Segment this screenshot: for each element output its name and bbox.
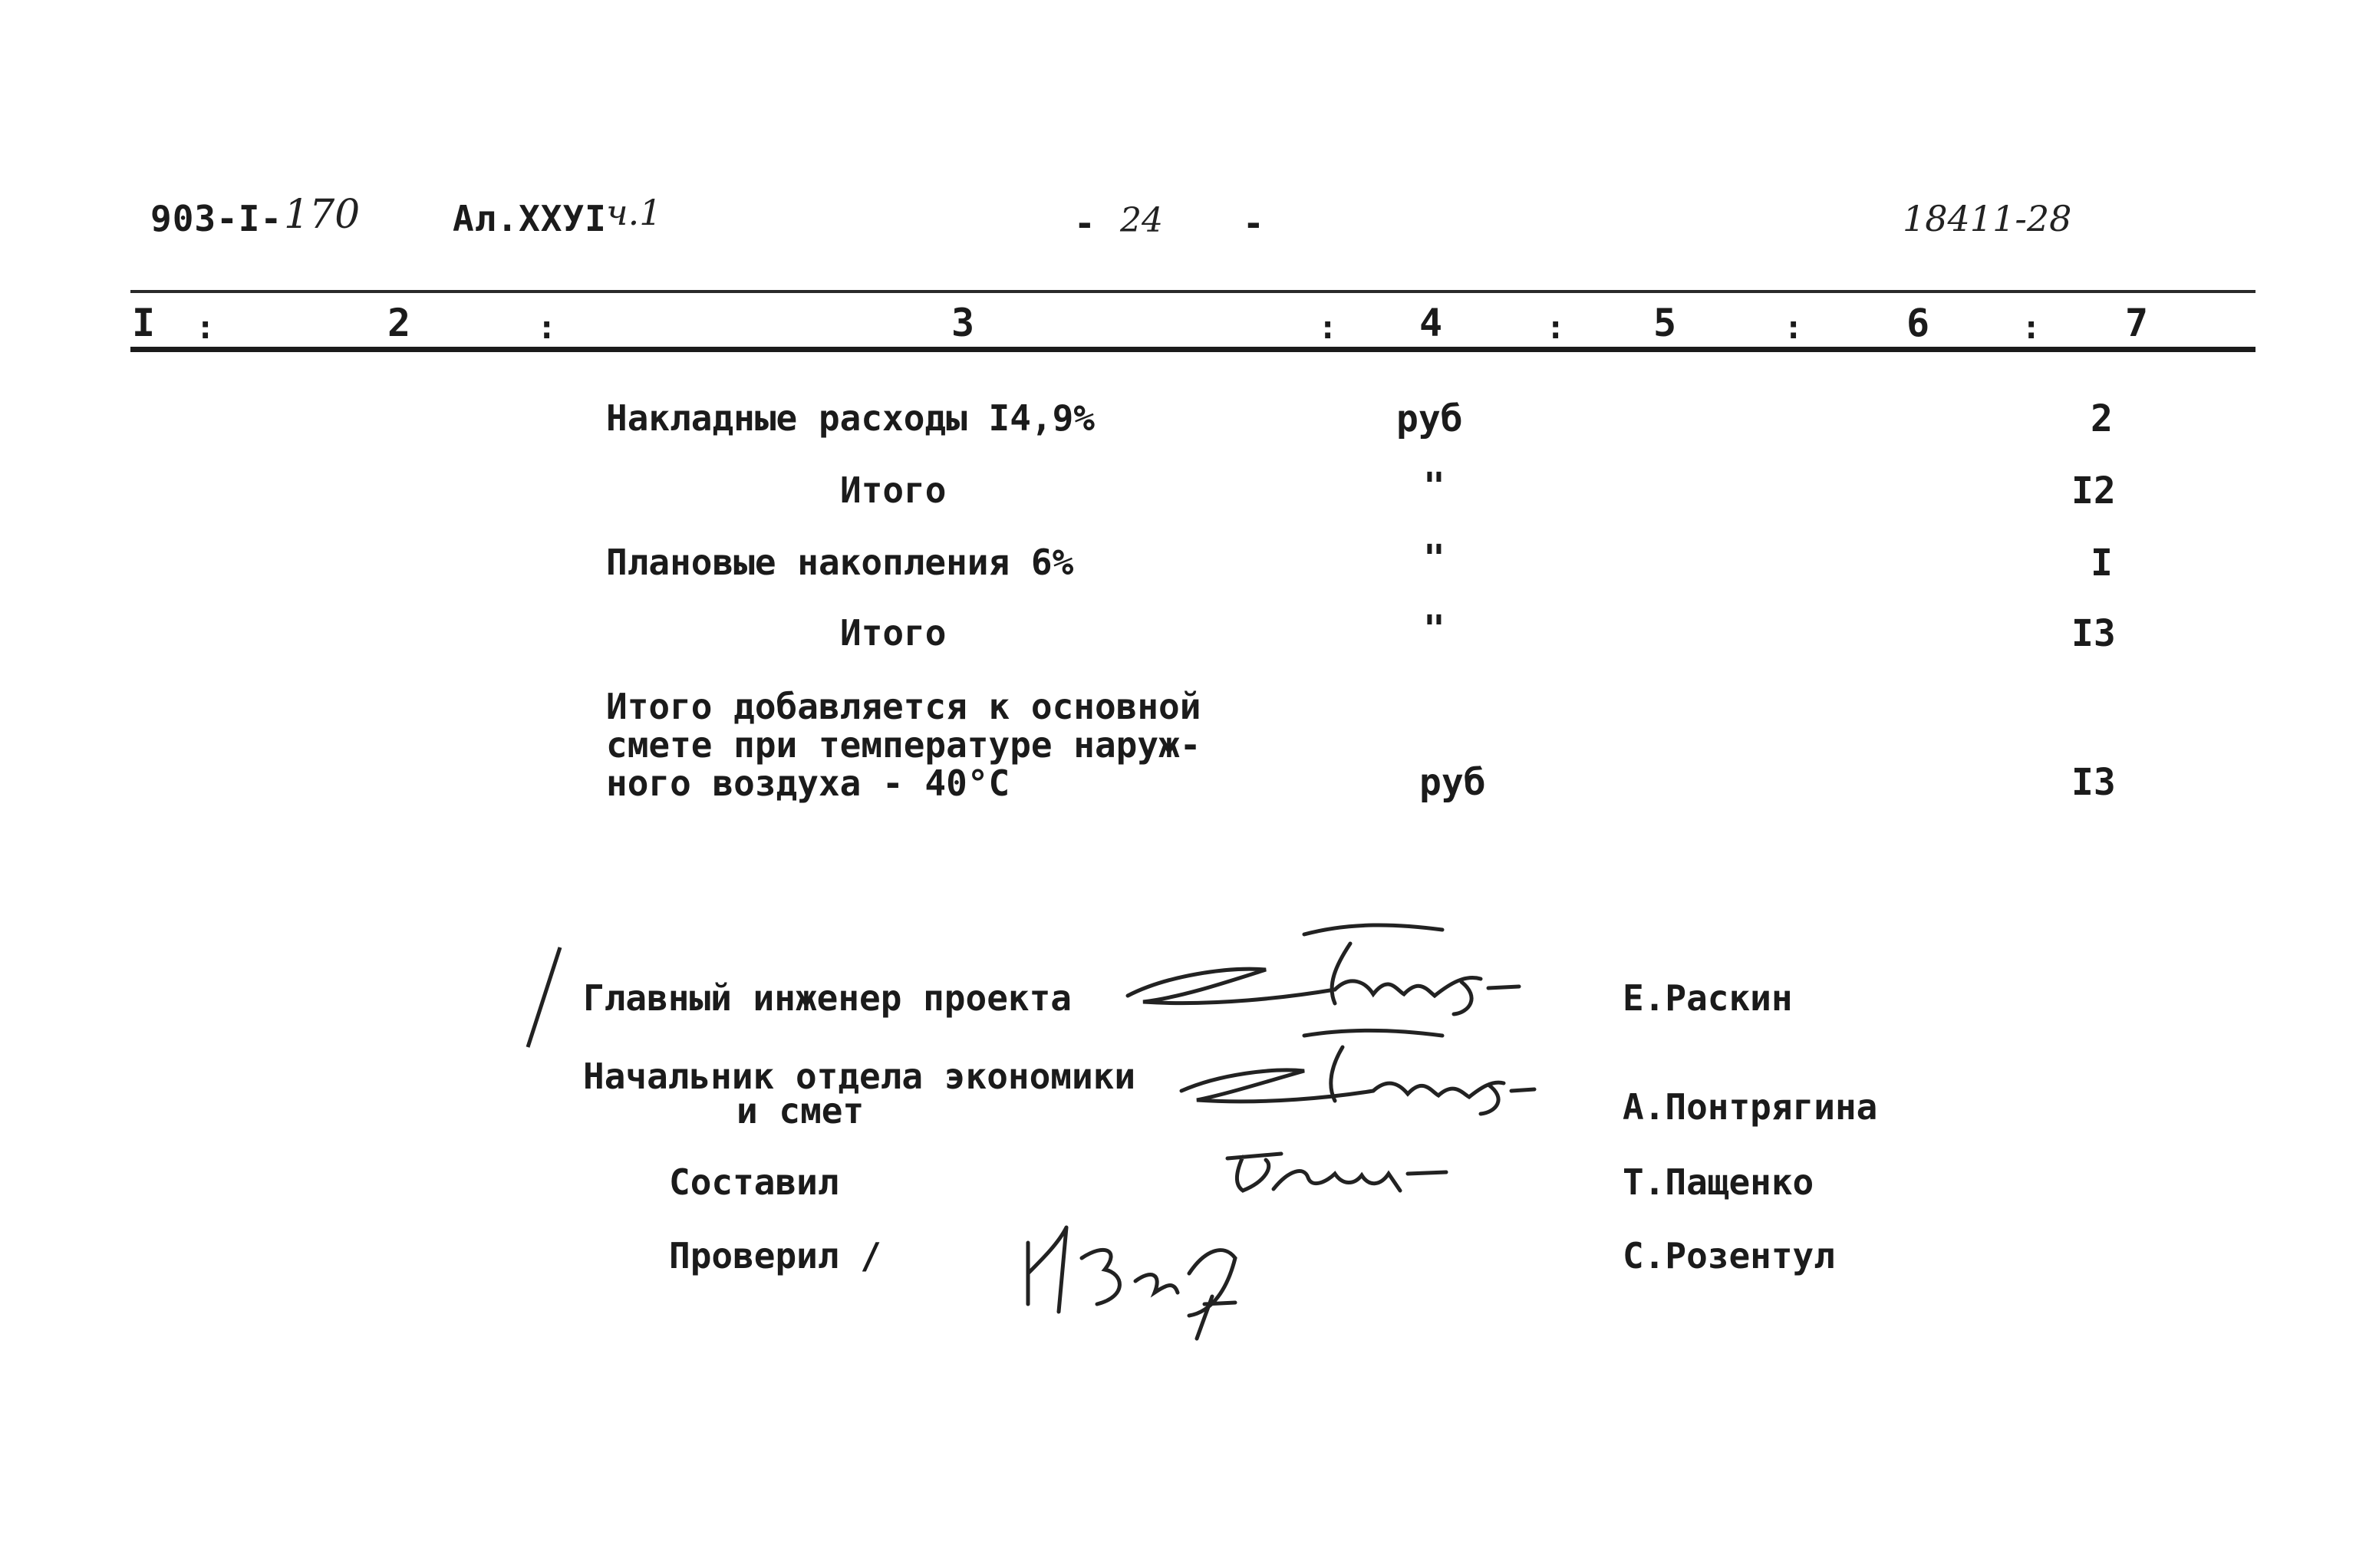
page-number: 24: [1120, 201, 1163, 240]
page-dash-left: -: [1074, 203, 1096, 244]
row-description-line: ного воздуха - 40°С: [606, 763, 1010, 804]
signatory-name: А.Понтрягина: [1623, 1086, 1878, 1128]
margin-slash-mark: [522, 944, 568, 1051]
signatory-name: С.Розентул: [1623, 1235, 1835, 1276]
handwritten-signature: [1166, 1020, 1534, 1120]
signatory-title-line: Начальник отдела экономики: [583, 1056, 1136, 1097]
column-number-5: 5: [1653, 301, 1677, 345]
row-value: I3: [2071, 612, 2116, 655]
column-separator: :: [1784, 308, 1804, 346]
signatory-title: Главный инженер проекта: [583, 977, 1072, 1019]
handwritten-signature: [1120, 913, 1519, 1028]
row-description-line: Итого добавляется к основной: [606, 686, 1201, 727]
row-value: I2: [2071, 469, 2116, 512]
row-unit: руб: [1396, 397, 1463, 440]
row-value: I3: [2071, 761, 2116, 804]
row-unit: ": [1423, 608, 1445, 651]
column-number-6: 6: [1906, 301, 1930, 345]
series-handwritten-number: 170: [284, 192, 361, 238]
table-top-rule: [130, 290, 2255, 293]
column-number-3: 3: [951, 301, 975, 345]
column-separator: :: [196, 308, 216, 346]
handwritten-signature: [1013, 1197, 1258, 1342]
column-separator: :: [1318, 308, 1338, 346]
signatory-title: Проверил /: [669, 1235, 881, 1276]
series-code: 903-I-: [150, 198, 283, 239]
row-description: Накладные расходы I4,9%: [606, 397, 1095, 439]
row-description: Итого: [840, 612, 947, 654]
album-handwritten-part: ч.1: [606, 192, 662, 233]
row-unit: ": [1423, 537, 1445, 580]
row-unit: руб: [1419, 761, 1486, 804]
column-number-4: 4: [1419, 301, 1443, 345]
signatory-name: Е.Раскин: [1623, 977, 1793, 1019]
album-code: Ал.XXУI: [453, 198, 607, 239]
column-number-7: 7: [2125, 301, 2149, 345]
row-unit: ": [1423, 465, 1445, 508]
table-header-rule: [130, 347, 2255, 352]
row-description: Итого: [840, 469, 947, 511]
signatory-title: Составил: [669, 1161, 839, 1203]
row-value: 2: [2091, 397, 2113, 440]
row-description-line: смете при температуре наруж-: [606, 724, 1201, 766]
row-description: Плановые накопления 6%: [606, 542, 1074, 583]
column-separator: :: [1546, 308, 1566, 346]
page-dash-right: -: [1243, 203, 1265, 244]
column-separator: :: [537, 308, 557, 346]
signatory-name: Т.Пащенко: [1623, 1161, 1814, 1203]
column-number-2: 2: [387, 301, 411, 345]
signatory-title-line: и смет: [736, 1090, 865, 1132]
column-number-1: I: [132, 301, 156, 345]
document-code: 18411-28: [1903, 198, 2072, 239]
row-value: I: [2091, 542, 2113, 585]
handwritten-signature: [1220, 1143, 1450, 1204]
column-separator: :: [2022, 308, 2041, 346]
